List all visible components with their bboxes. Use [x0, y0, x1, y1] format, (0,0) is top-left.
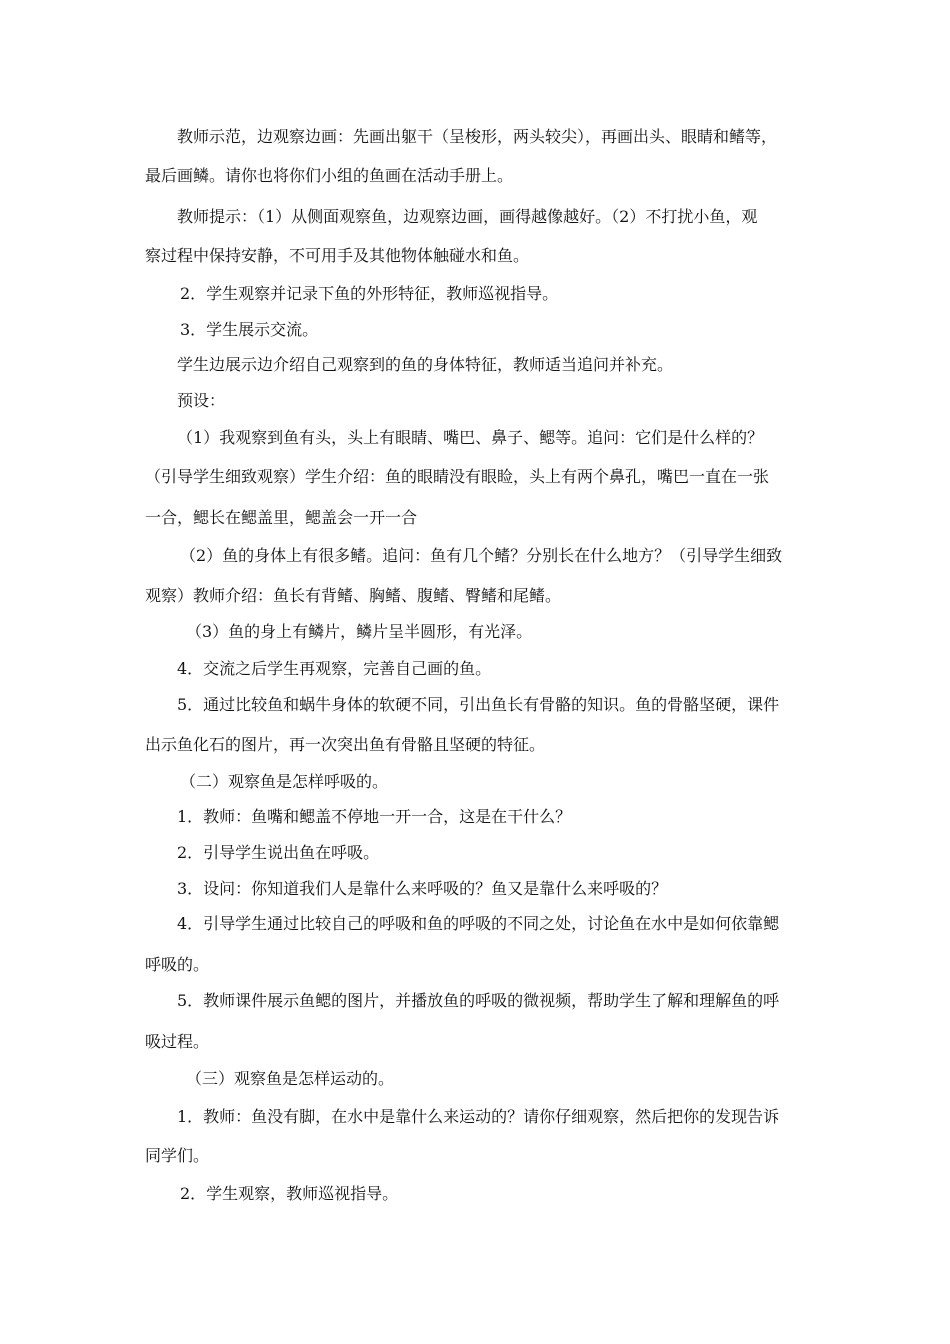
text-line: 预设： [177, 391, 226, 410]
text-line: 教师示范，边观察边画：先画出躯干（呈梭形，两头较尖），再画出头、眼睛和鳍等， [177, 127, 778, 146]
text-line: 一合，鳃长在鳃盖里，鳃盖会一开一合 [145, 508, 418, 527]
text-line: 3．学生展示交流。 [180, 320, 319, 339]
text-line: 学生边展示边介绍自己观察到的鱼的身体特征，教师适当追问并补充。 [177, 355, 674, 374]
text-line: （2）鱼的身体上有很多鳍。追问：鱼有几个鳍？分别长在什么地方？（引导学生细致 [180, 546, 783, 565]
text-line: 2．学生观察并记录下鱼的外形特征，教师巡视指导。 [180, 284, 559, 303]
text-line: 出示鱼化石的图片，再一次突出鱼有骨骼且坚硬的特征。 [145, 735, 546, 754]
text-line: 察过程中保持安静，不可用手及其他物体触碰水和鱼。 [145, 246, 530, 265]
text-line: 呼吸的。 [145, 955, 210, 974]
text-line: 1．教师：鱼没有脚，在水中是靠什么来运动的？请你仔细观察，然后把你的发现告诉 [177, 1107, 780, 1126]
text-line: （3）鱼的身上有鳞片，鳞片呈半圆形，有光泽。 [186, 622, 533, 641]
text-line: 最后画鳞。请你也将你们小组的鱼画在活动手册上。 [145, 166, 514, 185]
text-line: 吸过程。 [145, 1032, 210, 1051]
text-line: 3．设问：你知道我们人是靠什么来呼吸的？鱼又是靠什么来呼吸的？ [177, 879, 668, 898]
text-line: 2．引导学生说出鱼在呼吸。 [177, 843, 380, 862]
text-line: 4．引导学生通过比较自己的呼吸和鱼的呼吸的不同之处，讨论鱼在水中是如何依靠鳃 [177, 914, 780, 933]
text-line: 教师提示：（1）从侧面观察鱼，边观察边画，画得越像越好。（2）不打扰小鱼，观 [177, 207, 758, 226]
text-line: 4．交流之后学生再观察，完善自己画的鱼。 [177, 659, 492, 678]
text-line: （引导学生细致观察）学生介绍：鱼的眼睛没有眼睑，头上有两个鼻孔，嘴巴一直在一张 [145, 467, 770, 486]
text-line: （1）我观察到鱼有头，头上有眼睛、嘴巴、鼻子、鳃等。追问：它们是什么样的？ [177, 428, 764, 447]
text-line: （三）观察鱼是怎样运动的。 [186, 1069, 395, 1088]
text-line: 观察）教师介绍：鱼长有背鳍、胸鳍、腹鳍、臀鳍和尾鳍。 [145, 586, 562, 605]
text-line: 1．教师：鱼嘴和鳃盖不停地一开一合，这是在干什么？ [177, 807, 572, 826]
text-line: 5．通过比较鱼和蜗牛身体的软硬不同，引出鱼长有骨骼的知识。鱼的骨骼坚硬，课件 [177, 695, 780, 714]
text-line: 5．教师课件展示鱼鳃的图片，并播放鱼的呼吸的微视频，帮助学生了解和理解鱼的呼 [177, 991, 780, 1010]
text-line: 2．学生观察，教师巡视指导。 [180, 1184, 399, 1203]
text-line: 同学们。 [145, 1146, 210, 1165]
text-line: （二）观察鱼是怎样呼吸的。 [180, 772, 389, 791]
